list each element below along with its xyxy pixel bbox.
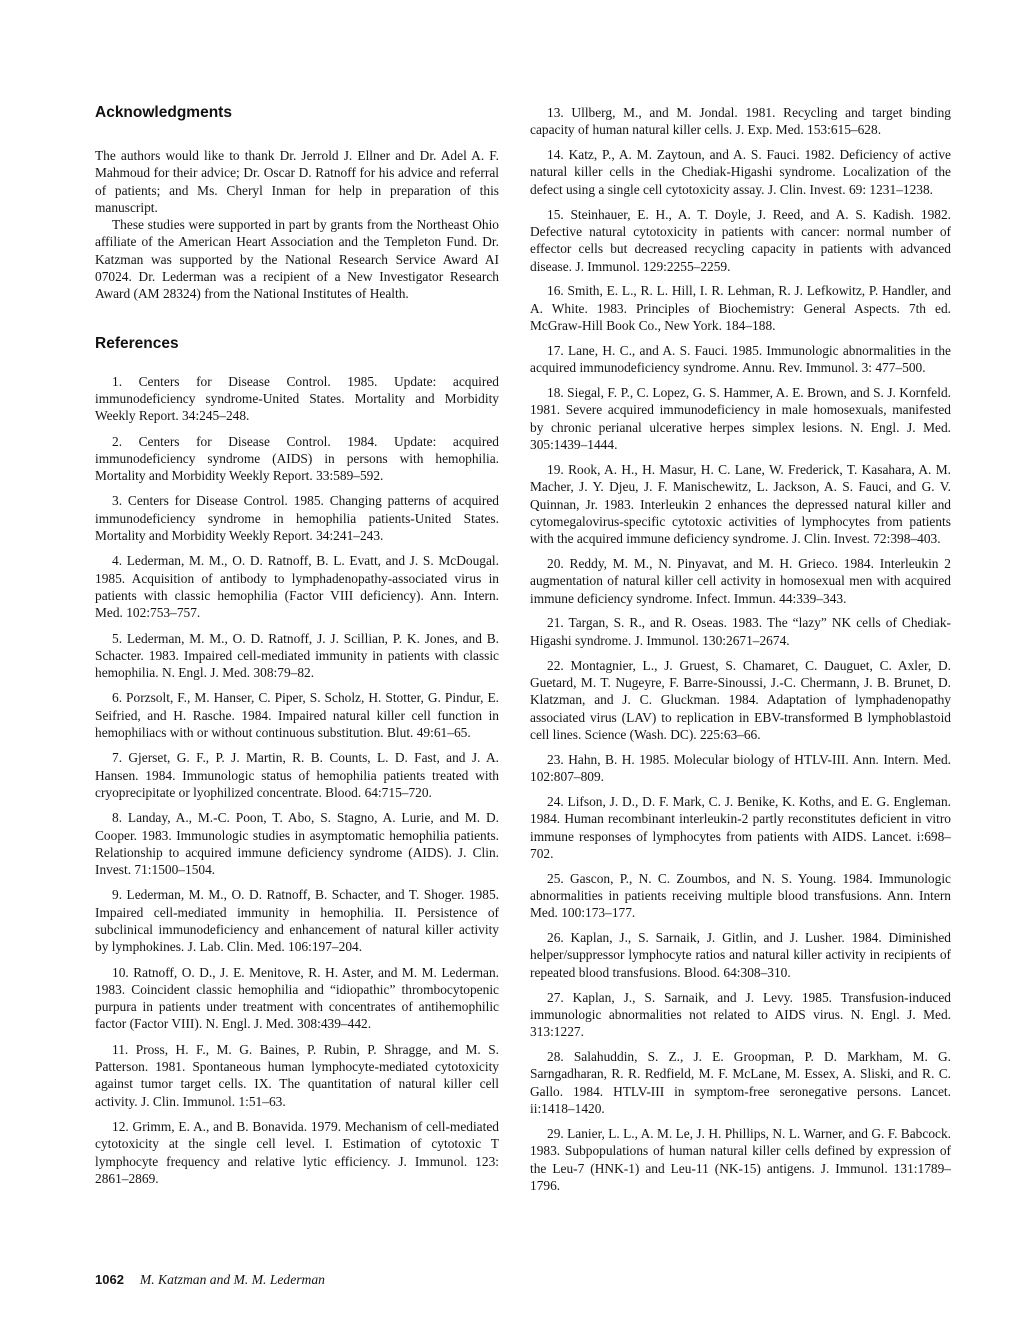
acknowledgments-paragraph: The authors would like to thank Dr. Jerrold J. Ellner and Dr. Adel A. F. Mahmoud for their advice; Dr. Oscar D. Ratnoff for his advice and referral of patients; and Ms. Cheryl Inman for help in preparation of this manuscript. xyxy=(95,148,499,215)
reference-item: 28. Salahuddin, S. Z., J. E. Groopman, P. D. Markham, M. G. Sarngadharan, R. R. Redfield, M. F. McLane, M. Essex, A. Sliski, and R. C. Gallo. 1984. HTLV-III in symptom-free seronegative persons. Lancet. ii:1418–1420. xyxy=(530,1049,951,1117)
reference-item: 23. Hahn, B. H. 1985. Molecular biology of HTLV-III. Ann. Intern. Med. 102:807–809. xyxy=(530,751,951,785)
reference-item: 19. Rook, A. H., H. Masur, H. C. Lane, W. Frederick, T. Kasahara, A. M. Macher, J. Y. Djeu, J. F. Manischewitz, L. Jackson, A. S. Fauci, and G. V. Quinnan, Jr. 1983. Interleukin 2 enhances the depressed natural killer and cytomegalovirus-specific cytotoxic activities of lymphocytes from patients with the acquired immune deficiency syndrome. J. Clin. Invest. 72:398–403. xyxy=(530,461,951,547)
reference-item: 11. Pross, H. F., M. G. Baines, P. Rubin, P. Shragge, and M. S. Patterson. 1981. Spontaneous human lymphocyte-mediated cytotoxicity against tumor target cells. IX. The quantitation of natural killer cell activity. J. Clin. Immunol. 1:51–63. xyxy=(95,1041,499,1109)
references-list-right xyxy=(530,104,951,1194)
reference-item: 26. Kaplan, J., S. Sarnaik, J. Gitlin, and J. Lusher. 1984. Diminished helper/suppressor lymphocyte ratios and natural killer activity in recipients of repeated blood transfusions. Blood. 64:308–310. xyxy=(530,930,951,980)
right-column xyxy=(530,104,951,1202)
running-footer-authors: M. Katzman and M. M. Lederman xyxy=(139,1272,325,1287)
reference-item: 9. Lederman, M. M., O. D. Ratnoff, B. Schacter, and T. Shoger. 1985. Impaired cell-mediated immunity in hemophilia. II. Persistence of subclinical immunodeficiency and enhancement of natural killer activity by lymphokines. J. Lab. Clin. Med. 106:197–204. xyxy=(95,887,499,955)
reference-item: 20. Reddy, M. M., N. Pinyavat, and M. H. Grieco. 1984. Interleukin 2 augmentation of natural killer cell activity in homosexual men with acquired immune deficiency syndrome. Infect. Immun. 44:339–343. xyxy=(530,555,951,606)
reference-item: 21. Targan, S. R., and R. Oseas. 1983. The “lazy” NK cells of Chediak-Higashi syndrome. J. Immunol. 130:2671–2674. xyxy=(530,615,951,648)
reference-item: 24. Lifson, J. D., D. F. Mark, C. J. Benike, K. Koths, and E. G. Engleman. 1984. Human recombinant interleukin-2 partly reconstitutes deficient in vitro immune responses of lymphocytes from patients with AIDS. Lancet. i:698–702. xyxy=(530,793,951,861)
reference-item: 14. Katz, P., A. M. Zaytoun, and A. S. Fauci. 1982. Deficiency of active natural killer cells in the Chediak-Higashi syndrome. Localization of the defect using a single cell cytotoxicity assay. J. Clin. Invest. 69: 1231–1238. xyxy=(530,147,951,197)
acknowledgments-heading: Acknowledgments xyxy=(95,104,232,121)
reference-item: 29. Lanier, L. L., A. M. Le, J. H. Phillips, N. L. Warner, and G. F. Babcock. 1983. Subpopulations of human natural killer cells defined by expression of the Leu-7 (HNK-1) and Leu-11 (NK-15) antigens. J. Immunol. 131:1789–1796. xyxy=(530,1125,951,1193)
reference-item: 6. Porzsolt, F., M. Hanser, C. Piper, S. Scholz, H. Stotter, G. Pindur, E. Seifried, and H. Rasche. 1984. Impaired natural killer cell function in hemophiliacs with or without continuous substitution. Blut. 49:61–65. xyxy=(95,690,499,741)
references-heading: References xyxy=(95,334,179,352)
reference-item: 12. Grimm, E. A., and B. Bonavida. 1979. Mechanism of cell-mediated cytotoxicity at the single cell level. I. Estimation of cytotoxic T lymphocyte frequency and relative lytic efficiency. J. Immunol. 123: 2861–2869. xyxy=(95,1118,499,1186)
reference-item: 27. Kaplan, J., S. Sarnaik, and J. Levy. 1985. Transfusion-induced immunologic abnormalities not related to AIDS virus. N. Engl. J. Med. 313:1227. xyxy=(530,989,951,1040)
left-column xyxy=(95,104,499,1195)
reference-item: 17. Lane, H. C., and A. S. Fauci. 1985. Immunologic abnormalities in the acquired immunodeficiency syndrome. Annu. Rev. Immunol. 3: 477–500. xyxy=(530,342,951,376)
reference-item: 18. Siegal, F. P., C. Lopez, G. S. Hammer, A. E. Brown, and S. J. Kornfeld. 1981. Severe acquired immunodeficiency in male homosexuals, manifested by chronic perianal ulcerative herpes simplex lesions. N. Engl. J. Med. 305:1439–1444. xyxy=(530,385,951,453)
reference-item: 5. Lederman, M. M., O. D. Ratnoff, J. J. Scillian, P. K. Jones, and B. Schacter. 1983. Impaired cell-mediated immunity in patients with classic hemophilia. N. Engl. J. Med. 308:79–82. xyxy=(95,630,499,681)
references-list-left xyxy=(95,373,499,1187)
page-number: 1062 xyxy=(95,1272,124,1287)
reference-item: 22. Montagnier, L., J. Gruest, S. Chamaret, C. Dauguet, C. Axler, D. Guetard, M. T. Nugeyre, F. Barre-Sinoussi, J.-C. Chermann, J. B. Brunet, D. Klatzman, and J. C. Gluckman. 1984. Adaptation of lymphadenopathy associated virus (LAV) to replication in EBV-transformed B lymphoblastoid cell lines. Science (Wash. DC). 225:63–66. xyxy=(530,657,951,742)
page-footer xyxy=(95,1271,325,1289)
reference-item: 1. Centers for Disease Control. 1985. Update: acquired immunodeficiency syndrome-United States. Mortality and Morbidity Weekly Report. 34:245–248. xyxy=(95,373,499,424)
reference-item: 15. Steinhauer, E. H., A. T. Doyle, J. Reed, and A. S. Kadish. 1982. Defective natural cytotoxicity in patients with cancer: normal number of effector cells but decreased recycling capacity in patients with advanced disease. J. Immunol. 129:2255–2259. xyxy=(530,206,951,274)
reference-item: 2. Centers for Disease Control. 1984. Update: acquired immunodeficiency syndrome (AIDS) in persons with hemophilia. Mortality and Morbidity Weekly Report. 33:589–592. xyxy=(95,433,499,484)
acknowledgments-paragraph: These studies were supported in part by grants from the Northeast Ohio affiliate of the American Heart Association and the Templeton Fund. Dr. Katzman was supported by the National Research Service Award AI 07024. Dr. Lederman was a recipient of a New Investigator Research Award (AM 28324) from the National Institutes of Health. xyxy=(95,217,499,302)
reference-item: 10. Ratnoff, O. D., J. E. Menitove, R. H. Aster, and M. M. Lederman. 1983. Coincident classic hemophilia and “idiopathic” thrombocytopenic purpura in patients under treatment with concentrates of antihemophilic factor (Factor VIII). N. Engl. J. Med. 308:439–442. xyxy=(95,964,499,1032)
reference-item: 16. Smith, E. L., R. L. Hill, I. R. Lehman, R. J. Lefkowitz, P. Handler, and A. White. 1983. Principles of Biochemistry: General Aspects. 7th ed. McGraw-Hill Book Co., New York. 184–188. xyxy=(530,283,951,334)
reference-item: 4. Lederman, M. M., O. D. Ratnoff, B. L. Evatt, and J. S. McDougal. 1985. Acquisition of antibody to lymphadenopathy-associated virus in patients with classic hemophilia (Factor VIII deficiency). Ann. Intern. Med. 102:753–757. xyxy=(95,553,499,621)
reference-item: 8. Landay, A., M.-C. Poon, T. Abo, S. Stagno, A. Lurie, and M. D. Cooper. 1983. Immunologic studies in asymptomatic hemophilia patients. Relationship to acquired immune deficiency syndrome (AIDS). J. Clin. Invest. 71:1500–1504. xyxy=(95,810,499,878)
reference-item: 7. Gjerset, G. F., P. J. Martin, R. B. Counts, L. D. Fast, and J. A. Hansen. 1984. Immunologic status of hemophilia patients treated with cryoprecipitate or lyophilized concentrate. Blood. 64:715–720. xyxy=(95,750,499,800)
reference-item: 3. Centers for Disease Control. 1985. Changing patterns of acquired immunodeficiency syndrome in hemophilia patients-United States. Mortality and Morbidity Weekly Report. 34:241–243. xyxy=(95,493,499,544)
reference-item: 13. Ullberg, M., and M. Jondal. 1981. Recycling and target binding capacity of human natural killer cells. J. Exp. Med. 153:615–628. xyxy=(530,105,951,138)
reference-item: 25. Gascon, P., N. C. Zoumbos, and N. S. Young. 1984. Immunologic abnormalities in patients receiving multiple blood transfusions. Ann. Intern Med. 100:173–177. xyxy=(530,870,951,921)
